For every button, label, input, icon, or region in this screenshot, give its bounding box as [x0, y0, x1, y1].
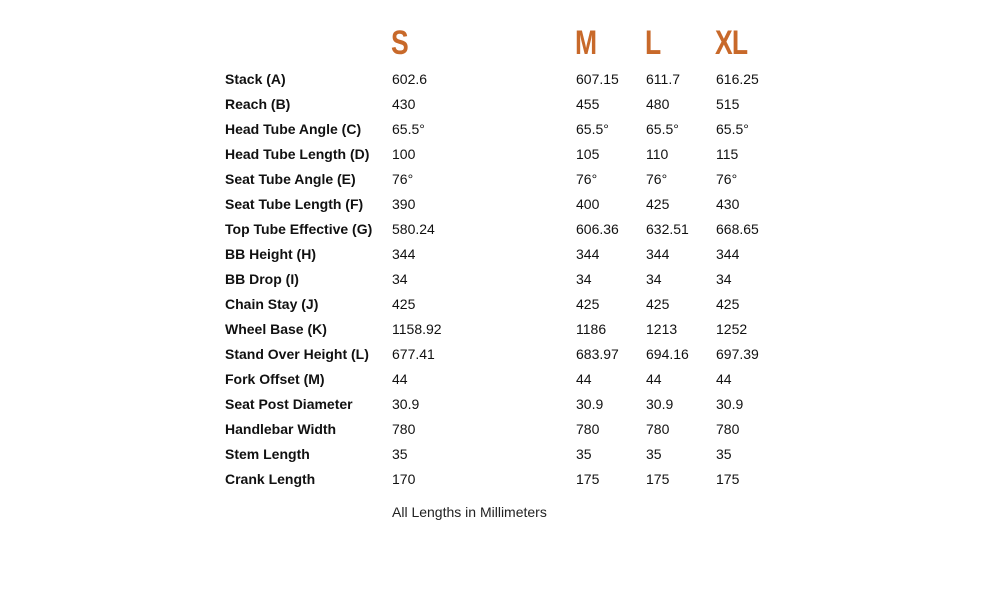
row-value: 65.5°	[716, 121, 749, 137]
row-value: 76°	[716, 171, 738, 187]
row-value: 30.9	[576, 396, 604, 412]
row-value: 115	[716, 146, 739, 162]
row-value: 35	[716, 446, 732, 462]
units-footnote: All Lengths in Millimeters	[392, 504, 547, 520]
row-label: Seat Post Diameter	[225, 396, 353, 412]
row-label: Head Tube Angle (C)	[225, 121, 362, 137]
row-value: 175	[576, 471, 600, 487]
row-value: 175	[646, 471, 670, 487]
table-row	[0, 194, 1000, 219]
row-value: 30.9	[716, 396, 744, 412]
row-value: 425	[392, 296, 416, 312]
row-label: Stack (A)	[225, 71, 286, 87]
row-value: 455	[576, 96, 600, 112]
row-value: 400	[576, 196, 600, 212]
row-value: 677.41	[392, 346, 435, 362]
size-heading-xl: XL	[715, 24, 748, 62]
row-value: 105	[576, 146, 600, 162]
row-label: Seat Tube Angle (E)	[225, 171, 356, 187]
row-value: 44	[576, 371, 592, 387]
row-value: 1252	[716, 321, 748, 337]
row-value: 780	[646, 421, 670, 437]
row-value: 65.5°	[392, 121, 425, 137]
row-label: Stem Length	[225, 446, 310, 462]
row-value: 175	[716, 471, 740, 487]
row-value: 65.5°	[576, 121, 609, 137]
table-row	[0, 444, 1000, 469]
row-value: 344	[646, 246, 670, 262]
row-value: 611.7	[646, 71, 680, 87]
row-value: 35	[646, 446, 662, 462]
row-value: 607.15	[576, 71, 619, 87]
row-value: 34	[646, 271, 662, 287]
row-value: 390	[392, 196, 416, 212]
row-value: 580.24	[392, 221, 435, 237]
table-row	[0, 319, 1000, 344]
row-value: 780	[392, 421, 416, 437]
row-value: 430	[392, 96, 416, 112]
table-row	[0, 94, 1000, 119]
row-value: 34	[576, 271, 592, 287]
row-value: 632.51	[646, 221, 689, 237]
row-label: Wheel Base (K)	[225, 321, 327, 337]
table-row	[0, 219, 1000, 244]
row-value: 425	[646, 296, 670, 312]
row-label: Handlebar Width	[225, 421, 337, 437]
table-row	[0, 119, 1000, 144]
row-label: Seat Tube Length (F)	[225, 196, 364, 212]
table-row	[0, 394, 1000, 419]
row-value: 44	[646, 371, 662, 387]
table-row	[0, 469, 1000, 494]
row-label: BB Drop (I)	[225, 271, 299, 287]
row-value: 515	[716, 96, 740, 112]
row-value: 44	[392, 371, 408, 387]
row-value: 694.16	[646, 346, 689, 362]
table-row	[0, 419, 1000, 444]
row-value: 425	[646, 196, 670, 212]
table-row	[0, 244, 1000, 269]
row-label: BB Height (H)	[225, 246, 316, 262]
size-heading-s: S	[391, 24, 408, 62]
row-label: Reach (B)	[225, 96, 291, 112]
row-value: 30.9	[392, 396, 420, 412]
table-row	[0, 69, 1000, 94]
row-value: 100	[392, 146, 416, 162]
row-value: 606.36	[576, 221, 619, 237]
row-value: 1158.92	[392, 321, 442, 337]
row-value: 1186	[576, 321, 607, 337]
row-value: 35	[576, 446, 592, 462]
row-value: 344	[716, 246, 740, 262]
row-value: 34	[392, 271, 408, 287]
row-value: 683.97	[576, 346, 619, 362]
row-value: 76°	[646, 171, 668, 187]
row-value: 430	[716, 196, 740, 212]
row-label: Stand Over Height (L)	[225, 346, 369, 362]
row-value: 35	[392, 446, 408, 462]
row-value: 344	[576, 246, 600, 262]
table-row	[0, 144, 1000, 169]
row-value: 44	[716, 371, 732, 387]
row-value: 1213	[646, 321, 678, 337]
row-value: 65.5°	[646, 121, 679, 137]
row-value: 425	[576, 296, 600, 312]
row-label: Crank Length	[225, 471, 316, 487]
table-row	[0, 169, 1000, 194]
row-value: 170	[392, 471, 416, 487]
row-label: Fork Offset (M)	[225, 371, 325, 387]
row-value: 344	[392, 246, 416, 262]
row-value: 616.25	[716, 71, 759, 87]
row-value: 480	[646, 96, 670, 112]
row-value: 30.9	[646, 396, 674, 412]
table-row	[0, 294, 1000, 319]
row-label: Head Tube Length (D)	[225, 146, 370, 162]
row-label: Top Tube Effective (G)	[225, 221, 373, 237]
table-row	[0, 344, 1000, 369]
row-value: 780	[576, 421, 600, 437]
row-value: 602.6	[392, 71, 428, 87]
row-value: 780	[716, 421, 740, 437]
row-value: 76°	[392, 171, 414, 187]
table-row	[0, 269, 1000, 294]
row-label: Chain Stay (J)	[225, 296, 319, 312]
row-value: 697.39	[716, 346, 759, 362]
table-row	[0, 369, 1000, 394]
row-value: 34	[716, 271, 732, 287]
size-heading-m: M	[575, 24, 597, 62]
size-heading-l: L	[645, 24, 661, 62]
row-value: 668.65	[716, 221, 759, 237]
row-value: 425	[716, 296, 740, 312]
row-value: 110	[646, 146, 669, 162]
row-value: 76°	[576, 171, 598, 187]
